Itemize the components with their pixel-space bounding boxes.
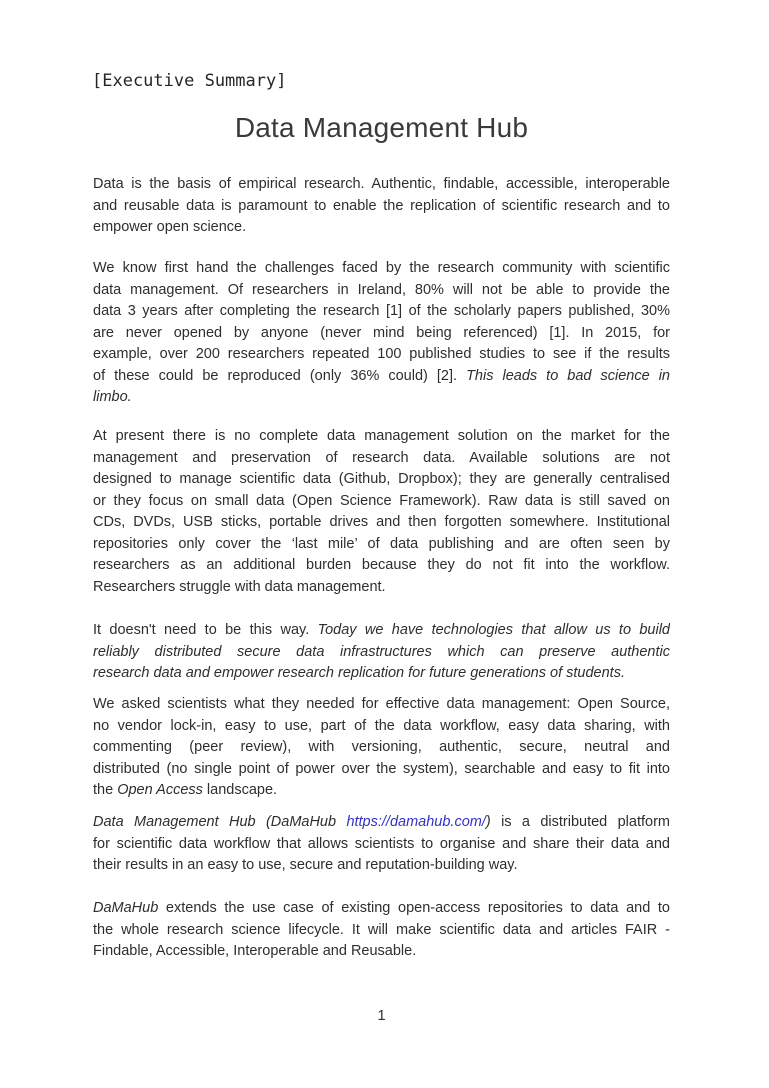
text-line (93, 812, 670, 834)
text-run: are never opened by anyone (never mind being referenced) [1]. In 2015, for (93, 324, 670, 341)
text-run: the whole research science lifecycle. It will make scientific data and articles FAIR - (93, 921, 670, 938)
text-run: no vendor lock-in, easy to use, part of the data workflow, easy data sharing, with (93, 717, 670, 734)
text-line (93, 642, 670, 664)
text-line (93, 694, 670, 716)
text-run: Researchers struggle with data management. (93, 578, 386, 595)
text-line (93, 323, 670, 345)
text-line (93, 920, 670, 942)
text-line (93, 737, 670, 759)
text-line (93, 577, 670, 599)
text-line (93, 855, 670, 877)
text-line (93, 716, 670, 738)
damahub-link[interactable]: https://damahub.com/ (346, 814, 486, 830)
text-line (93, 301, 670, 323)
text-run: the (93, 782, 118, 798)
paragraph (93, 426, 670, 598)
text-line (93, 491, 670, 513)
text-run: We know first hand the challenges faced by the research community with scientific (93, 260, 670, 276)
paragraph (93, 620, 670, 685)
text-line (93, 258, 670, 280)
text-run: example, over 200 researchers repeated 100 published studies to see if the results (93, 346, 670, 362)
text-run: management and preservation of research data. Available solutions are not (93, 449, 670, 466)
paragraph (93, 258, 670, 409)
paragraph (93, 174, 670, 239)
text-line (93, 780, 670, 802)
text-run: Findable, Accessible, Interoperable and Reusable. (93, 943, 417, 959)
text-run: empower open science. (93, 219, 247, 235)
text-line (93, 663, 670, 685)
text-run-italic: DaMaHub (93, 900, 159, 916)
text-run-italic: Open Access (117, 782, 203, 798)
text-line (93, 366, 670, 388)
text-run: At present there is no complete data management solution on the market for the (93, 428, 670, 444)
text-run: their results in an easy to use, secure and reputation-building way. (93, 857, 518, 873)
text-run: repositories only cover the ‘last mile’ of data publishing and are often seen by (93, 535, 670, 552)
document-title: Data Management Hub (234, 112, 529, 143)
text-run: commenting (peer review), with versioning, authentic, secure, neutral and (93, 739, 670, 755)
text-run: researchers as an additional burden because they do not fit into the workflow. (93, 557, 670, 573)
text-run-italic: reliably distributed secure data infrastructures which can preserve authentic (93, 643, 670, 660)
text-line (93, 941, 670, 963)
text-line (93, 534, 670, 556)
text-run: for scientific data workflow that allows scientists to organise and share their data and (93, 835, 670, 852)
text-line (93, 280, 670, 302)
paragraph (93, 812, 670, 877)
text-line (93, 555, 670, 577)
text-run: distributed (no single point of power over the system), searchable and easy to fit into (93, 760, 670, 777)
document-body (93, 0, 670, 1088)
text-run: Data is the basis of empirical research. Authentic, findable, accessible, interoperable (93, 176, 670, 192)
text-run: or they focus on small data (Open Science Framework). Raw data is still saved on (93, 492, 670, 509)
text-run: We asked scientists what they needed for effective data management: Open Source, (93, 696, 670, 712)
text-run-italic: This leads to bad science in (466, 367, 670, 384)
text-line (93, 898, 670, 920)
text-line (93, 387, 670, 409)
text-run-italic: research data and empower research replication for future generations of students. (93, 665, 625, 681)
text-run: and reusable data is paramount to enable the replication of scientific research and to (93, 197, 670, 214)
text-run-italic: limbo. (93, 389, 132, 405)
text-line (93, 469, 670, 491)
text-run: of these could be reproduced (only 36% could) [2]. (93, 367, 467, 384)
text-run-italic: ) (485, 814, 491, 830)
text-run: landscape. (202, 782, 278, 798)
text-line (93, 196, 670, 218)
text-run: It doesn't need to be this way. (93, 622, 318, 638)
text-line (93, 620, 670, 642)
text-line (93, 512, 670, 534)
paragraph (93, 898, 670, 963)
text-line (93, 344, 670, 366)
executive-summary-label: [Executive Summary] (92, 71, 287, 91)
text-run: data 3 years after completing the research [1] of the scholarly papers published, 30% (93, 303, 670, 319)
text-line (93, 759, 670, 781)
text-run: extends the use case of existing open-access repositories to data and to (158, 900, 670, 916)
paragraph (93, 694, 670, 802)
page-number: 1 (377, 1008, 386, 1024)
text-run: data management. Of researchers in Ireland, 80% will not be able to provide the (93, 281, 670, 298)
text-run: is a distributed platform (490, 814, 670, 830)
text-line (93, 834, 670, 856)
text-line (93, 426, 670, 448)
text-line (93, 174, 670, 196)
text-run: designed to manage scientific data (Github, Dropbox); they are generally centralised (93, 471, 670, 487)
text-run-italic: Data Management Hub (DaMaHub (93, 814, 347, 830)
text-run-italic: Today we have technologies that allow us to build (317, 622, 670, 638)
text-line (93, 217, 670, 239)
text-line (93, 448, 670, 470)
text-run: CDs, DVDs, USB sticks, portable drives and then forgotten somewhere. Institutional (93, 514, 670, 530)
